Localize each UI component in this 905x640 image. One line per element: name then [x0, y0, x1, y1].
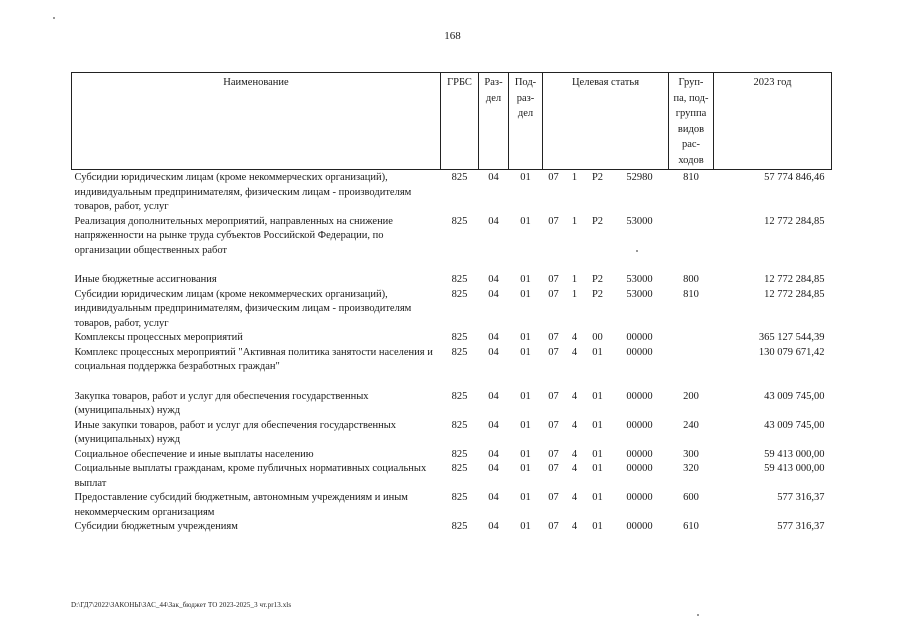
- row-grbs: 825: [451, 521, 468, 532]
- row-cs-element: 01: [592, 390, 603, 402]
- footer-file-path: D:\ГД7\2022\ЗАКОНЫ\ЗАС_44\Зак_бюджет ТО 2023-2025_3 чт.pr13.xls: [71, 601, 292, 609]
- scan-speck: [636, 250, 638, 252]
- row-vid-rashodov: [669, 331, 714, 346]
- row-cs-type: 4: [571, 390, 578, 402]
- row-sum-2023: 43 009 745,00: [764, 419, 825, 431]
- row-name: Закупка товаров, работ и услуг для обеспечения государственных (муниципальных) нужд: [74, 390, 369, 416]
- row-vid-rashodov: 200: [683, 390, 699, 402]
- row-sum-2023: 12 772 284,85: [764, 215, 825, 227]
- row-cs-type: 4: [571, 492, 578, 503]
- table-row: [72, 390, 832, 419]
- row-cs-program: 07: [548, 332, 559, 343]
- row-grbs: 825: [451, 332, 468, 343]
- row-podrazdel: 01: [520, 390, 531, 402]
- row-cs-program: 07: [548, 346, 559, 358]
- row-sum-2023: 57 774 846,46: [764, 172, 825, 183]
- table-row: [72, 520, 832, 535]
- row-podrazdel: 01: [520, 521, 531, 532]
- row-podrazdel: 01: [520, 274, 531, 285]
- row-name: Субсидии бюджетным учреждениям: [74, 521, 238, 532]
- row-razdel: 04: [488, 215, 499, 227]
- row-cs-element: 01: [592, 521, 603, 532]
- row-grbs: 825: [451, 346, 468, 358]
- row-vid-rashodov: 300: [683, 448, 699, 460]
- row-vid-rashodov: 240: [683, 419, 699, 431]
- row-podrazdel: 01: [520, 346, 531, 358]
- row-grbs: 825: [451, 172, 468, 183]
- row-razdel: 04: [488, 172, 499, 183]
- row-podrazdel: 01: [520, 332, 531, 343]
- row-vid-rashodov: 320: [683, 463, 699, 474]
- row-sum-2023: 59 413 000,00: [764, 463, 825, 474]
- table-row: [72, 273, 832, 288]
- row-razdel: 04: [488, 492, 499, 503]
- row-cs-type: 4: [571, 332, 578, 343]
- row-cs-element: P2: [591, 215, 604, 227]
- row-cs-direction: 00000: [626, 419, 653, 431]
- table-row: [72, 491, 832, 520]
- scan-speck: [697, 614, 699, 616]
- row-cs-type: 4: [571, 419, 578, 431]
- row-podrazdel: 01: [520, 419, 531, 431]
- row-grbs: 825: [451, 419, 468, 431]
- table-header: [72, 73, 832, 170]
- row-podrazdel: 01: [520, 492, 531, 503]
- row-cs-direction: 00000: [626, 346, 653, 358]
- row-cs-program: 07: [548, 288, 559, 300]
- table-row: [72, 170, 832, 215]
- row-cs-type: 4: [571, 448, 578, 460]
- row-sum-2023: 577 316,37: [777, 492, 825, 503]
- row-vid-rashodov: 800: [683, 274, 699, 285]
- row-cs-program: 07: [548, 390, 559, 402]
- row-name: Социальные выплаты гражданам, кроме публичных нормативных социальных выплат: [74, 463, 427, 489]
- row-cs-direction: 00000: [626, 463, 653, 474]
- row-vid-rashodov: [669, 346, 714, 390]
- row-podrazdel: 01: [520, 448, 531, 460]
- row-sum-2023: 577 316,37: [777, 521, 825, 532]
- row-cs-direction: 52980: [626, 172, 653, 183]
- row-sum-2023: 365 127 544,39: [758, 332, 825, 343]
- row-vid-rashodov: [669, 215, 714, 274]
- row-grbs: 825: [451, 274, 468, 285]
- row-cs-type: 1: [571, 274, 578, 285]
- row-razdel: 04: [488, 463, 499, 474]
- row-cs-program: 07: [548, 419, 559, 431]
- row-vid-rashodov: 810: [683, 172, 699, 183]
- row-cs-type: 4: [571, 463, 578, 474]
- row-podrazdel: 01: [520, 288, 531, 300]
- row-name: Реализация дополнительных мероприятий, направленных на снижение напряженности на рынке труда субъектов Российской Федерации, по организации общественных работ: [74, 215, 393, 256]
- row-cs-direction: 53000: [626, 215, 653, 227]
- page-number: 168: [444, 30, 461, 42]
- header-vid-rashodov: Груп- па, под- группа видов рас- ходов: [669, 73, 714, 170]
- row-name: Комплекс процессных мероприятий "Активная политика занятости населения и социальная поддержка безработных граждан": [74, 346, 433, 372]
- row-cs-direction: 00000: [626, 521, 653, 532]
- row-cs-element: 01: [592, 463, 603, 474]
- row-cs-type: 4: [571, 346, 578, 358]
- row-grbs: 825: [451, 492, 468, 503]
- row-cs-type: 1: [571, 215, 578, 227]
- table-row: [72, 331, 832, 346]
- table-row: [72, 215, 832, 274]
- row-sum-2023: 12 772 284,85: [764, 288, 825, 300]
- row-name: Предоставление субсидий бюджетным, автономным учреждениям и иным некоммерческим организациям: [74, 492, 408, 518]
- row-name: Субсидии юридическим лицам (кроме некоммерческих организаций), индивидуальным предпринимателям, физическим лицам - производителям товаров, работ, услуг: [74, 172, 412, 212]
- row-cs-element: 01: [592, 346, 603, 358]
- row-razdel: 04: [488, 274, 499, 285]
- row-grbs: 825: [451, 448, 468, 460]
- row-cs-element: P2: [591, 274, 604, 285]
- row-cs-program: 07: [548, 172, 559, 183]
- row-name: Иные бюджетные ассигнования: [74, 274, 217, 285]
- row-cs-program: 07: [548, 521, 559, 532]
- header-podrazdel: Под- раз- дел: [509, 73, 543, 170]
- row-vid-rashodov: 810: [683, 288, 699, 300]
- row-podrazdel: 01: [520, 215, 531, 227]
- row-razdel: 04: [488, 346, 499, 358]
- row-sum-2023: 12 772 284,85: [764, 274, 825, 285]
- header-year: 2023 год: [714, 73, 832, 170]
- row-cs-type: 4: [571, 521, 578, 532]
- row-cs-program: 07: [548, 274, 559, 285]
- header-razdel: Раз- дел: [479, 73, 509, 170]
- row-cs-element: 01: [592, 419, 603, 431]
- row-grbs: 825: [451, 215, 468, 227]
- table-row: [72, 448, 832, 463]
- table-row: [72, 419, 832, 448]
- row-vid-rashodov: 610: [683, 521, 699, 532]
- row-razdel: 04: [488, 288, 499, 300]
- header-name: Наименование: [72, 73, 441, 170]
- row-podrazdel: 01: [520, 463, 531, 474]
- row-cs-program: 07: [548, 492, 559, 503]
- row-name: Иные закупки товаров, работ и услуг для обеспечения государственных (муниципальных) нужд: [74, 419, 397, 445]
- row-cs-element: 00: [592, 332, 603, 343]
- row-cs-direction: 00000: [626, 390, 653, 402]
- row-cs-element: 01: [592, 448, 603, 460]
- row-razdel: 04: [488, 419, 499, 431]
- table-body: [72, 170, 832, 535]
- budget-table: [71, 72, 832, 535]
- row-cs-element: P2: [591, 288, 604, 300]
- row-cs-element: 01: [592, 492, 603, 503]
- table-row: [72, 462, 832, 491]
- table-row: [72, 288, 832, 332]
- row-razdel: 04: [488, 390, 499, 402]
- row-razdel: 04: [488, 521, 499, 532]
- header-celevaya-statya: Целевая статья: [543, 73, 669, 170]
- row-cs-direction: 53000: [626, 288, 653, 300]
- row-sum-2023: 130 079 671,42: [758, 346, 825, 358]
- row-cs-direction: 53000: [626, 274, 653, 285]
- row-cs-direction: 00000: [626, 448, 653, 460]
- row-name: Субсидии юридическим лицам (кроме некоммерческих организаций), индивидуальным предпринимателям, физическим лицам - производителям товаров, работ, услуг: [74, 288, 412, 329]
- row-razdel: 04: [488, 448, 499, 460]
- scan-speck: [53, 17, 55, 19]
- row-name: Социальное обеспечение и иные выплаты населению: [74, 448, 314, 460]
- row-razdel: 04: [488, 332, 499, 343]
- row-cs-type: 1: [571, 288, 578, 300]
- row-sum-2023: 43 009 745,00: [764, 390, 825, 402]
- row-cs-type: 1: [571, 172, 578, 183]
- row-grbs: 825: [451, 390, 468, 402]
- row-sum-2023: 59 413 000,00: [764, 448, 825, 460]
- row-cs-direction: 00000: [626, 492, 653, 503]
- row-grbs: 825: [451, 288, 468, 300]
- row-cs-program: 07: [548, 463, 559, 474]
- row-vid-rashodov: 600: [683, 492, 699, 503]
- row-cs-element: P2: [591, 172, 604, 183]
- row-podrazdel: 01: [520, 172, 531, 183]
- row-name: Комплексы процессных мероприятий: [74, 332, 243, 343]
- table-row: [72, 346, 832, 390]
- row-cs-program: 07: [548, 448, 559, 460]
- row-cs-direction: 00000: [626, 332, 653, 343]
- row-cs-program: 07: [548, 215, 559, 227]
- header-grbs: ГРБС: [441, 73, 479, 170]
- row-grbs: 825: [451, 463, 468, 474]
